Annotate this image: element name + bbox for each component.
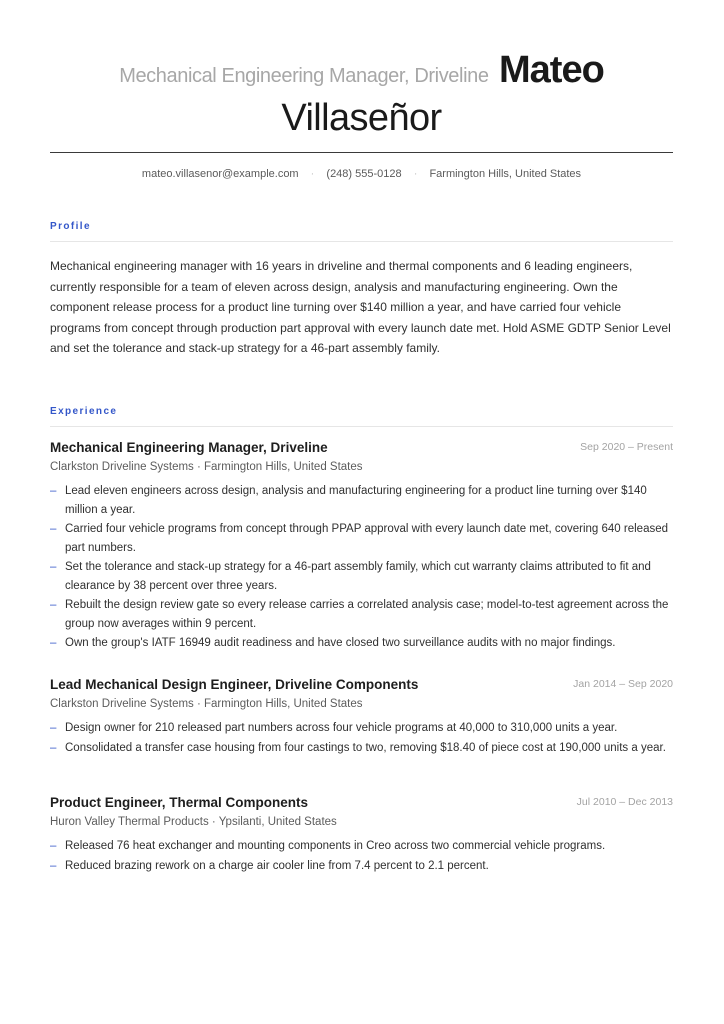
job-company: Clarkston Driveline Systems · Farmington Hills, United States — [50, 461, 363, 473]
job-dates: Jul 2010 – Dec 2013 — [576, 796, 673, 808]
experience-section-label: Experience — [50, 406, 118, 417]
bullet-text: Released 76 heat exchanger and mounting components in Creo across two commercial vehicle programs. — [65, 840, 606, 852]
job-role: Mechanical Engineering Manager, Driveline — [50, 440, 328, 455]
job-role: Product Engineer, Thermal Components — [50, 795, 309, 810]
bullet-text: Rebuilt the design review gate so every release carries a correlated analysis case; model-to-test agreement across the group now averages within 9 percent. — [65, 599, 669, 630]
bullet-marker: – — [50, 485, 57, 497]
job-bullets — [50, 837, 673, 875]
profile-section-divider — [50, 241, 673, 242]
job-dates: Sep 2020 – Present — [580, 441, 673, 453]
job-header — [50, 439, 673, 459]
job-bullet — [50, 837, 673, 856]
last-name: Villaseñor — [281, 97, 442, 139]
bullet-text: Set the tolerance and stack-up strategy for a 46-part assembly family, which cut warranty claims attributed to fit and clearance by 38 percent over three years. — [65, 561, 651, 592]
bullet-marker: – — [50, 840, 57, 852]
bullet-marker: – — [50, 859, 57, 872]
bullet-marker: – — [50, 523, 57, 535]
bullet-marker: – — [50, 722, 57, 734]
contact-separator: · — [413, 168, 418, 180]
job-bullet — [50, 596, 673, 633]
job-bullet — [50, 520, 673, 557]
job-bullet — [50, 719, 673, 738]
first-name: Mateo — [499, 49, 604, 91]
contact-separator: · — [310, 168, 315, 180]
experience-entry — [50, 676, 673, 758]
bullet-marker: – — [50, 637, 57, 649]
header-job-title: Mechanical Engineering Manager, Driveline — [119, 65, 489, 87]
bullet-text: Reduced brazing rework on a charge air cooler line from 7.4 percent to 2.1 percent. — [65, 859, 489, 872]
profile-section-label: Profile — [50, 221, 91, 232]
job-header — [50, 794, 673, 814]
bullet-text: Own the group's IATF 16949 audit readiness and have closed two surveillance audits with no major findings. — [65, 637, 616, 649]
job-bullets — [50, 482, 673, 653]
job-company: Clarkston Driveline Systems · Farmington Hills, United States — [50, 698, 363, 710]
contact-location: Farmington Hills, United States — [429, 168, 582, 180]
job-header — [50, 676, 673, 696]
bullet-text: Consolidated a transfer case housing from four castings to two, removing $18.40 of piece cost at 190,000 units a year. — [65, 741, 666, 754]
experience-section-divider — [50, 426, 673, 427]
experience-entry — [50, 794, 673, 876]
profile-text: Mechanical engineering manager with 16 years in driveline and thermal components and 6 leading engineers, currently responsible for a team of eleven across design, analysis and manufacturing engineering. Own the component release process for a product line turning over $140 million a year, and have carried four vehicle programs from concept through production part approval with every launch date met. Hold ASME GDTP Senior Level and set the tolerance and stack-up strategy for a 46-part assembly family. — [50, 259, 671, 355]
contact-bar — [50, 168, 673, 180]
job-dates: Jan 2014 – Sep 2020 — [573, 678, 673, 690]
job-role: Lead Mechanical Design Engineer, Driveline Components — [50, 677, 419, 692]
bullet-marker: – — [50, 741, 57, 754]
job-bullets — [50, 719, 673, 757]
header-divider — [50, 152, 673, 153]
bullet-marker: – — [50, 561, 57, 573]
resume-header — [50, 50, 673, 138]
job-bullet — [50, 857, 673, 876]
job-bullet — [50, 558, 673, 595]
job-bullet — [50, 634, 673, 653]
bullet-text: Lead eleven engineers across design, analysis and manufacturing engineering for a product line turning over $140 million a year. — [65, 485, 647, 516]
contact-email[interactable]: mateo.villasenor@example.com — [141, 168, 299, 180]
job-bullet — [50, 739, 673, 758]
contact-phone[interactable]: (248) 555-0128 — [326, 168, 402, 180]
name-line — [50, 50, 673, 98]
job-company: Huron Valley Thermal Products · Ypsilanti, United States — [50, 816, 337, 828]
bullet-text: Design owner for 210 released part numbers across four vehicle programs at 40,000 to 310,000 units a year. — [65, 722, 618, 734]
job-bullet — [50, 482, 673, 519]
bullet-marker: – — [50, 599, 57, 611]
experience-entry — [50, 439, 673, 654]
bullet-text: Carried four vehicle programs from concept through PPAP approval with every launch date met, covering 640 released part numbers. — [65, 523, 669, 554]
